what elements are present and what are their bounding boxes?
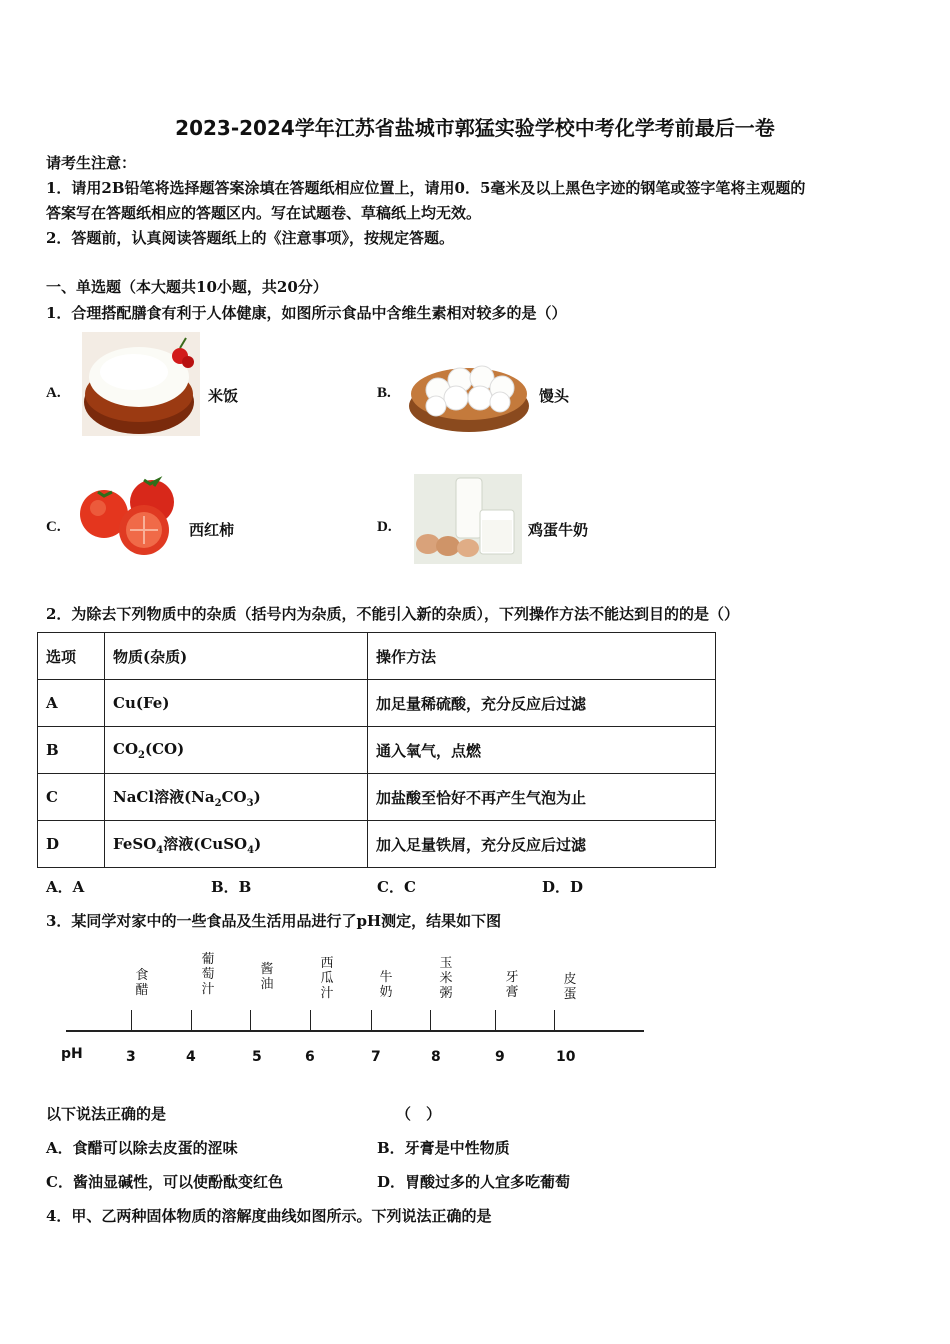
ph-tick (310, 1010, 311, 1030)
q3-option-b: B．牙膏是中性物质 (377, 1139, 510, 1157)
subscript: 4 (156, 844, 164, 856)
q1-option-a-label: 米饭 (208, 387, 239, 405)
option-cell: B (38, 727, 105, 774)
subscript: 3 (246, 797, 254, 809)
ph-tick (554, 1010, 555, 1030)
subscript: 2 (138, 749, 145, 761)
ph-item-grape-juice: 葡 萄 汁 (201, 952, 215, 997)
header-cell: 选项 (38, 633, 105, 680)
method-cell: 通入氧气，点燃 (368, 727, 716, 774)
ph-value: 3 (126, 1049, 136, 1065)
ph-item-toothpaste: 牙 膏 (505, 970, 519, 1000)
notice-line-1: 1．请用2B铅笔将选择题答案涂填在答题纸相应位置上，请用0．5毫米及以上黑色字迹的钢笔或签字笔将主观题的 (46, 179, 806, 197)
table-row (38, 821, 716, 868)
ph-value: 7 (371, 1049, 381, 1065)
ph-tick (430, 1010, 431, 1030)
table-header-row (38, 633, 716, 680)
ph-value: 4 (186, 1049, 196, 1065)
q1-option-c-letter: C. (46, 519, 61, 535)
subscript: 4 (247, 844, 255, 856)
substance-cell (105, 774, 368, 821)
q1-option-b-label: 馒头 (539, 387, 570, 405)
option-cell: D (38, 821, 105, 868)
ph-tick (131, 1010, 132, 1030)
header-cell: 操作方法 (368, 633, 716, 680)
substance-cell (105, 680, 368, 727)
q3-option-c: C．酱油显碱性，可以使酚酞变红色 (46, 1173, 283, 1191)
substance-text: ) (254, 834, 262, 853)
q2-answer-a: A．A (46, 878, 85, 896)
ph-item-preserved-egg: 皮 蛋 (563, 972, 577, 1002)
ph-item-soy-sauce: 酱 油 (260, 962, 274, 992)
ph-tick (191, 1010, 192, 1030)
q4-stem: 4．甲、乙两种固体物质的溶解度曲线如图所示。下列说法正确的是 (46, 1207, 492, 1225)
q2-answer-b: B．B (211, 878, 252, 896)
q1-stem: 1．合理搭配膳食有利于人体健康，如图所示食品中含维生素相对较多的是（） (46, 304, 567, 322)
ph-axis-line (66, 1030, 644, 1032)
header-cell: 物质(杂质) (105, 633, 368, 680)
tomatoes-image (78, 474, 178, 558)
notice-line-3: 2．答题前，认真阅读答题纸上的《注意事项》，按规定答题。 (46, 229, 454, 247)
eggs-milk-image (414, 474, 522, 564)
substance-text: Cu(Fe) (113, 694, 170, 712)
ph-item-vinegar: 食 醋 (135, 968, 149, 998)
steamed-buns-image (408, 350, 530, 434)
q1-option-d-label: 鸡蛋牛奶 (528, 521, 589, 539)
substance-text: FeSO (113, 834, 157, 853)
notice-line-2: 答案写在答题纸相应的答题区内。写在试题卷、草稿纸上均无效。 (46, 204, 482, 222)
ph-value: 8 (431, 1049, 441, 1065)
table-row (38, 680, 716, 727)
q1-option-d-letter: D. (377, 519, 392, 535)
substance-text: CO (221, 787, 247, 806)
substance-text: ) (253, 787, 261, 806)
option-cell: C (38, 774, 105, 821)
q3-stem: 3．某同学对家中的一些食品及生活用品进行了pH测定，结果如下图 (46, 912, 502, 930)
section-heading: 一、单选题（本大题共10小题，共20分） (46, 278, 328, 296)
ph-item-corn-porridge: 玉 米 粥 (439, 956, 453, 1001)
method-cell: 加盐酸至恰好不再产生气泡为止 (368, 774, 716, 821)
substance-text: (CO) (144, 739, 185, 758)
table-row (38, 727, 716, 774)
q2-table (37, 632, 716, 868)
q3-answer-paren: （ ） (396, 1105, 442, 1123)
ph-value: 9 (495, 1049, 505, 1065)
ph-tick (371, 1010, 372, 1030)
notice-heading: 请考生注意： (46, 154, 137, 172)
q1-option-b-letter: B. (377, 385, 391, 401)
q2-stem: 2．为除去下列物质中的杂质（括号内为杂质，不能引入新的杂质），下列操作方法不能达到目的的是（） (46, 605, 739, 623)
substance-text: 溶液(CuSO (163, 834, 248, 853)
q1-option-a-letter: A. (46, 385, 61, 401)
q1-option-c-label: 西红柿 (189, 521, 235, 539)
ph-tick (495, 1010, 496, 1030)
q3-option-d: D．胃酸过多的人宜多吃葡萄 (377, 1173, 571, 1191)
q3-prompt: 以下说法正确的是 (46, 1105, 167, 1123)
method-cell: 加足量稀硫酸，充分反应后过滤 (368, 680, 716, 727)
ph-axis-label: pH (61, 1046, 83, 1062)
rice-bowl-image (82, 332, 200, 436)
substance-cell (105, 821, 368, 868)
page-title: 2023-2024学年江苏省盐城市郭猛实验学校中考化学考前最后一卷 (175, 116, 775, 140)
option-cell: A (38, 680, 105, 727)
ph-item-watermelon-juice: 西 瓜 汁 (320, 956, 334, 1001)
ph-value: 5 (252, 1049, 262, 1065)
q2-answer-c: C．C (377, 878, 416, 896)
substance-text: NaCl溶液(Na (113, 787, 215, 806)
substance-cell (105, 727, 368, 774)
method-cell: 加入足量铁屑，充分反应后过滤 (368, 821, 716, 868)
q2-answer-d: D．D (542, 878, 584, 896)
ph-value: 6 (305, 1049, 315, 1065)
q3-option-a: A．食醋可以除去皮蛋的涩味 (46, 1139, 238, 1157)
ph-item-milk: 牛 奶 (379, 970, 393, 1000)
subscript: 2 (214, 797, 222, 809)
ph-tick (250, 1010, 251, 1030)
table-row (38, 774, 716, 821)
ph-value: 10 (556, 1049, 576, 1065)
substance-text: CO (113, 739, 139, 758)
